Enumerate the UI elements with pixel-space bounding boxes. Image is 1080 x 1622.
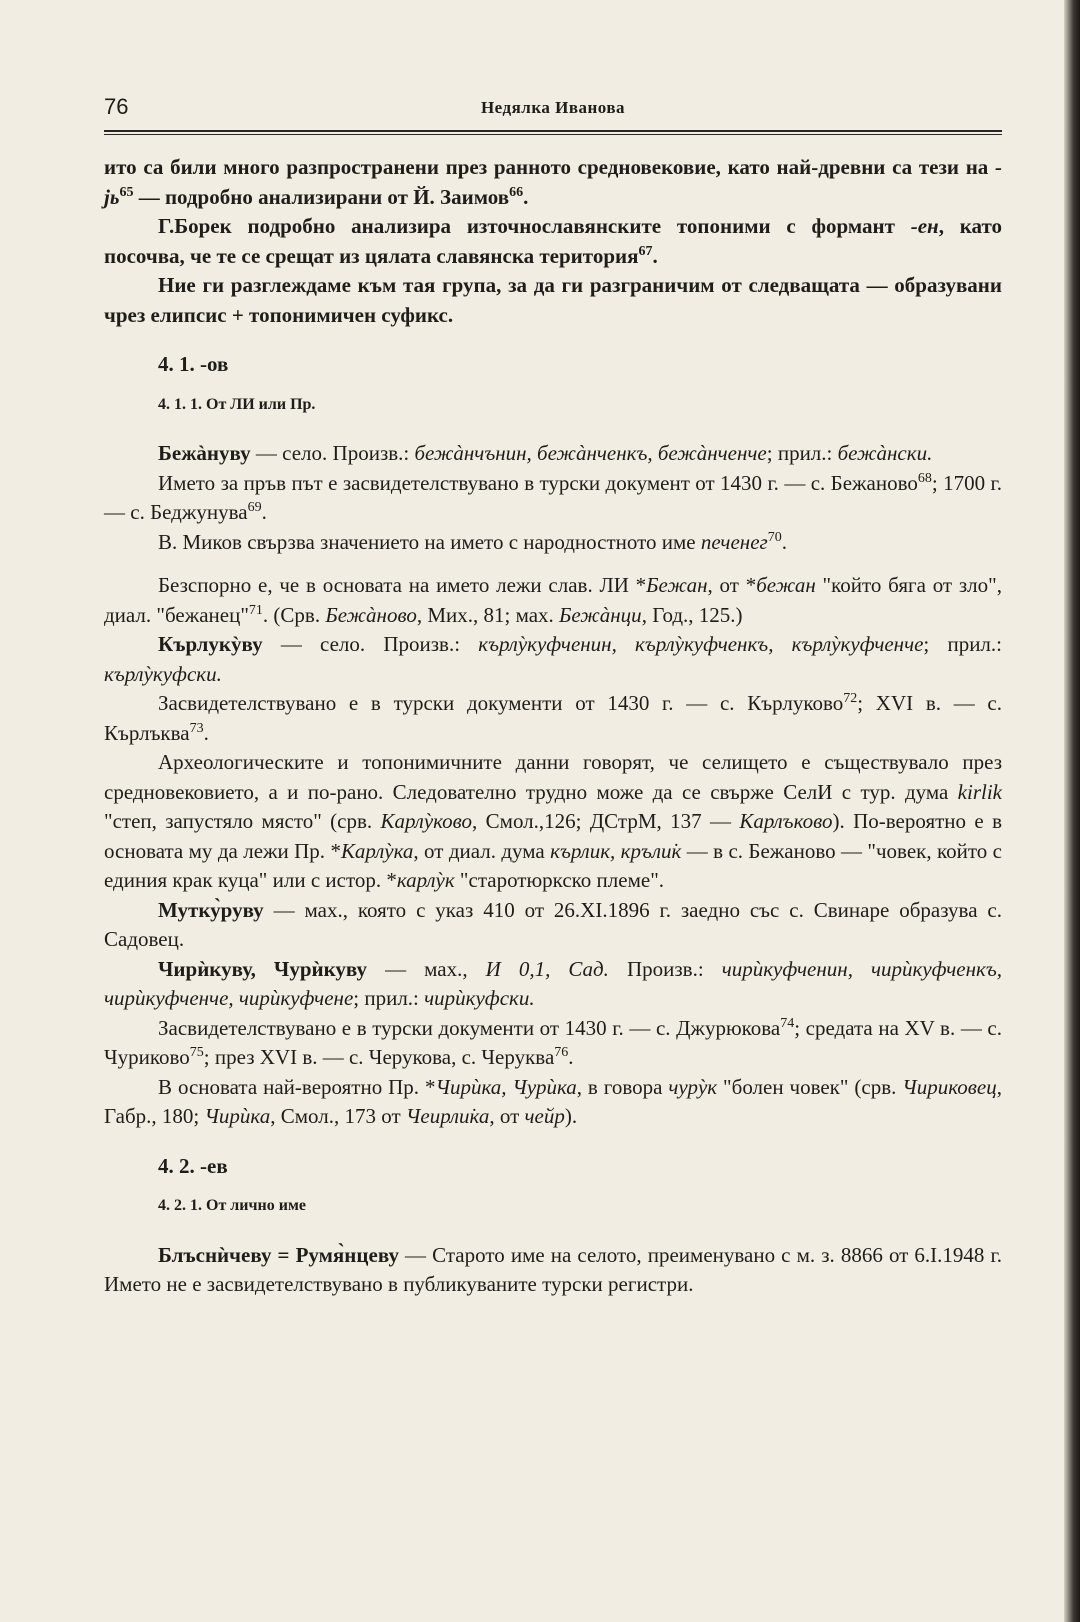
- footnote-ref: 74: [780, 1015, 795, 1031]
- page-body: [104, 153, 1002, 1300]
- footnote-ref: 67: [638, 243, 653, 259]
- paragraph: Безспорно е, че в основата на името лежи слав. ЛИ *Бежан, от *бежан "който бяга от зло", диал. "бежанец"$^{71}$. (Срв. Бежàново, Мих., 81; мах. Бежàнци, Год., 125.): [104, 573, 1002, 627]
- footnote-ref: 68: [917, 470, 932, 486]
- entry-headword: Блъснѝчеву = Румя̀нцеву: [158, 1242, 399, 1267]
- section-heading: 4. 1. -ов: [158, 352, 229, 376]
- footnote-ref: 71: [248, 602, 263, 618]
- footnote-ref: 65: [119, 184, 134, 200]
- page-header: [104, 92, 1002, 128]
- entry-headword: Бежàнуву: [158, 441, 251, 465]
- entry: Блъснѝчеву = Румя̀нцеву — Старото име на селото, преименувано с м. з. 8866 от 6.I.1948 г. Името не е засвидетелствувано в публикуваните турски регистри.: [104, 1242, 1003, 1296]
- entry: Кърлукỳву — село. Произв.: кърлỳкуфченин, кърлỳкуфченкъ, кърлỳкуфченче; прил.: кърлỳкуфски.: [104, 632, 1002, 686]
- paragraph: ито са били много разпространени през ранното средновековие, като най-древни са тези на $-jь^{65}$ — подробно анализирани от Й. Заимов$^{66}$.: [104, 155, 1002, 209]
- spacer: [104, 557, 1002, 571]
- footnote-ref: 73: [189, 720, 204, 736]
- page-edge-shadow: [1064, 0, 1080, 1622]
- entry-headword: Мутку̀руву: [158, 897, 264, 922]
- paragraph: Археологическите и топонимичните данни говорят, че селището е съществувало през средновековието, а и по-рано. Следователно трудно може да се свърже СелИ с тур. дума kirlik "степ, запустяло място" (срв. Карлỳково, Смол.,126; ДСтрМ, 137 — Карлъково). По-вероятно е в основата му да лежи Пр. *Карлỳка, от диал. дума кърлик, кръли̇к — в с. Бежаново — "човек, който с единия крак куца" или с истор. *карлỳк "старотюркско племе".: [104, 750, 1002, 892]
- entry: Бежàнуву — село. Произв.: бежàнчънин, бежàнченкъ, бежàнченче; прил.: бежàнски.: [158, 441, 933, 465]
- entry-headword: Кърлукỳву: [158, 632, 263, 656]
- subsection-heading: 4. 2. 1. От лично име: [158, 1197, 306, 1214]
- paragraph: Името за пръв път е засвидетелствувано в турски документ от 1430 г. — с. Бежаново$^{68}$; 1700 г. — с. Беджунува$^{69}$.: [104, 470, 1002, 524]
- paragraph: Засвидетелствувано е в турски документи от 1430 г. — с. Кърлуково$^{72}$; XVI в. — с. Кърлъква$^{73}$.: [104, 691, 1002, 745]
- paragraph: Ние ги разглеждаме към тая група, за да ги разграничим от следващата — образувани чрез елипсис + топонимичен суфикс.: [104, 273, 1002, 327]
- footnote-ref: 75: [189, 1045, 204, 1060]
- entry: Чирѝкуву, Чурѝкуву — мах., И 0,1, Сад. Произв.: чирѝкуфченин, чирѝкуфченкъ, чирѝкуфченче, чирѝкуфчене; прил.: чирѝкуфски.: [104, 956, 1003, 1010]
- entry: Мутку̀руву — мах., която с указ 410 от 26.XI.1896 г. заедно със с. Свинаре образува с. Садовец.: [104, 897, 1002, 951]
- paragraph: Г.Борек подробно анализира източнославянските топоними с формант -ен, като посочва, че те се срещат из цялата славянска територия$^{67}$.: [104, 214, 1003, 268]
- header-rule-thin: [104, 134, 1002, 135]
- page-number: 76: [104, 94, 129, 119]
- paragraph: В. Миков свързва значението на името с народностното име печенег$^{70}$.: [158, 529, 787, 554]
- paragraph: Засвидетелствувано е в турски документи от 1430 г. — с. Джурюкова$^{74}$; средата на XV в. — с. Чуриково$^{75}$; през XVI в. — с. Черукова, с. Черуква$^{76}$.: [104, 1015, 1002, 1069]
- subsection-heading: 4. 1. 1. От ЛИ или Пр.: [158, 395, 316, 413]
- footnote-ref: 72: [843, 691, 858, 706]
- paragraph: В основата най-вероятно Пр. *Чирѝка, Чурѝка, в говора чурỳк "болен човек" (срв. Чириковец, Габр., 180; Чирѝка, Смол., 173 от Чеирли̇ка, от чейр).: [104, 1074, 1002, 1128]
- header-rule: [104, 130, 1002, 132]
- section-heading: 4. 2. -ев: [158, 1153, 228, 1178]
- footnote-ref: 66: [509, 184, 524, 200]
- entry-headword: Чирѝкуву, Чурѝкуву: [158, 956, 368, 981]
- footnote-ref: 69: [247, 500, 262, 515]
- footnote-ref: 70: [767, 529, 782, 545]
- running-head: Недялка Иванова: [480, 98, 626, 117]
- footnote-ref: 76: [554, 1045, 569, 1060]
- book-page: [104, 92, 1002, 1300]
